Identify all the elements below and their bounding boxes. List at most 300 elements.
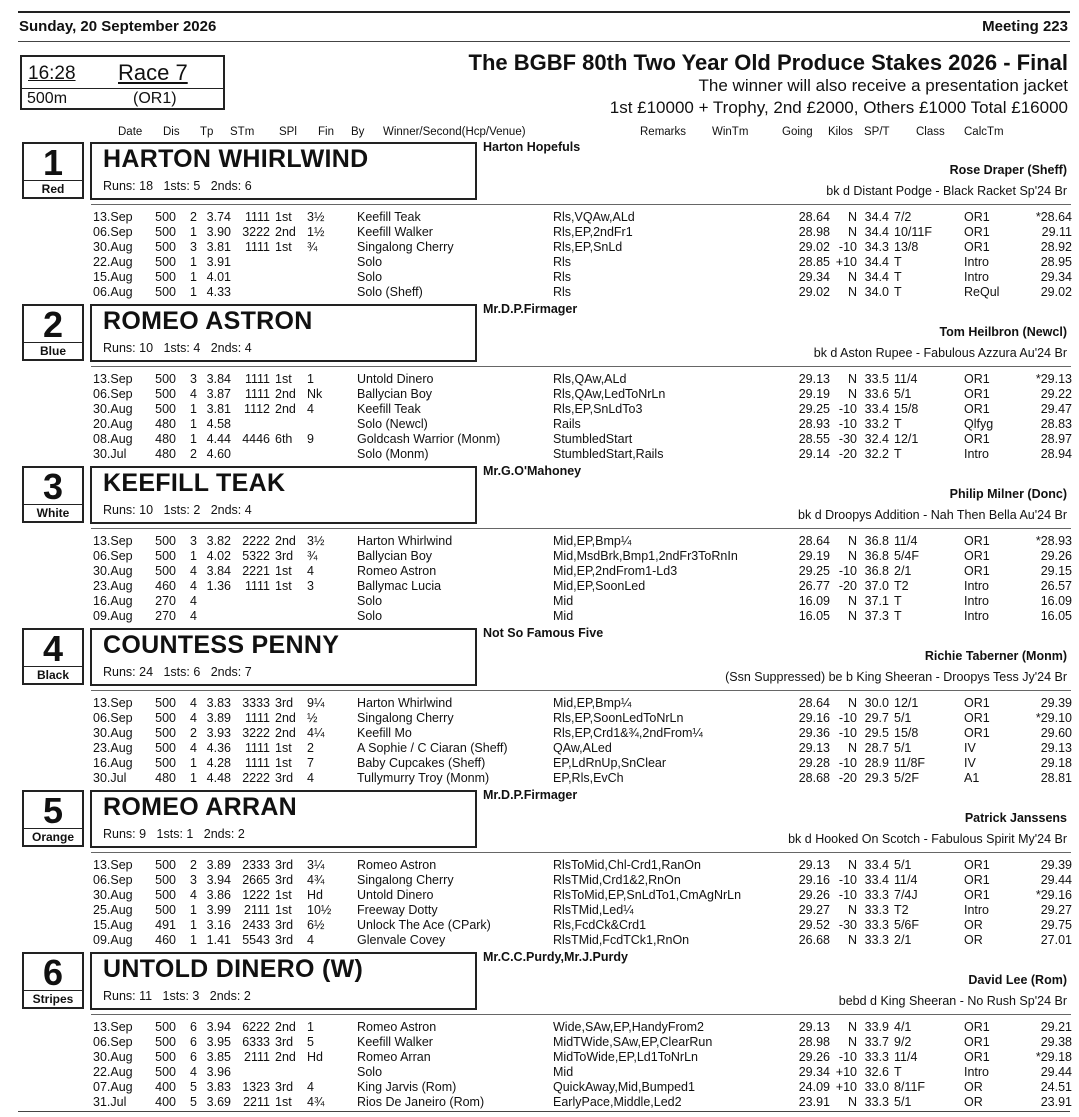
form-cell-by: 4¾ bbox=[307, 873, 325, 887]
form-cell-kilos: 33.2 bbox=[864, 417, 889, 431]
dog-name-box bbox=[90, 952, 477, 1010]
form-cell-wintm: 29.26 bbox=[798, 1050, 830, 1064]
form-cell-by: 1½ bbox=[307, 225, 325, 239]
form-cell-wintm: 16.09 bbox=[798, 594, 830, 608]
form-cell-winner-second-hcp-venue-: Romeo Astron bbox=[357, 1020, 437, 1034]
form-row bbox=[0, 756, 1079, 771]
form-cell-winner-second-hcp-venue-: A Sophie / C Ciaran (Sheff) bbox=[357, 741, 508, 755]
form-cell-date: 06.Sep bbox=[93, 711, 133, 725]
form-cell-class: OR bbox=[964, 933, 983, 947]
form-cell-winner-second-hcp-venue-: Romeo Astron bbox=[357, 564, 437, 578]
form-cell-class: OR1 bbox=[964, 1020, 990, 1034]
form-cell-sp-t: 15/8 bbox=[894, 402, 919, 416]
form-cell-calctm: 29.44 bbox=[1040, 1065, 1072, 1079]
meeting-number: Meeting 223 bbox=[982, 18, 1068, 35]
form-cell-dis: 500 bbox=[155, 1050, 176, 1064]
form-cell-tp: 1 bbox=[190, 285, 197, 299]
form-row bbox=[0, 918, 1079, 933]
form-cell-going: N bbox=[847, 903, 857, 917]
form-cell-sp-t: 5/6F bbox=[894, 918, 920, 932]
form-cell-sp-t: 11/8F bbox=[894, 756, 926, 770]
form-cell-wintm: 29.34 bbox=[798, 270, 830, 284]
form-cell-remarks: RlsTMid,Crd1&2,RnOn bbox=[553, 873, 681, 887]
form-cell-remarks: Rls bbox=[553, 285, 572, 299]
form-row bbox=[0, 741, 1079, 756]
form-cell-fin: 3rd bbox=[275, 696, 294, 710]
seconds-count: 2nds: 4 bbox=[210, 341, 252, 355]
form-cell-sp-t: T bbox=[894, 417, 902, 431]
form-cell-sp-t: 4/1 bbox=[894, 1020, 912, 1034]
form-cell-class: IV bbox=[964, 756, 976, 770]
dog-name-box bbox=[90, 142, 477, 200]
dog-name-box bbox=[90, 304, 477, 362]
column-header-5: Fin bbox=[318, 126, 334, 138]
seconds-count: 2nds: 2 bbox=[203, 827, 245, 841]
form-cell-by: ¾ bbox=[307, 549, 318, 563]
form-cell-kilos: 34.4 bbox=[864, 270, 889, 284]
form-cell-winner-second-hcp-venue-: Romeo Astron bbox=[357, 858, 437, 872]
form-cell-calctm: 29.44 bbox=[1040, 873, 1072, 887]
form-cell-stm: 3.89 bbox=[206, 858, 231, 872]
runs-count: Runs: 24 bbox=[103, 665, 154, 679]
form-cell-remarks: Rls,EP,SnLdTo3 bbox=[553, 402, 643, 416]
form-cell-by: 4¾ bbox=[307, 1095, 325, 1109]
form-rule bbox=[91, 366, 1071, 367]
form-cell-tp: 1 bbox=[190, 270, 197, 284]
form-cell-remarks: Mid bbox=[553, 594, 574, 608]
form-cell-kilos: 32.2 bbox=[864, 447, 889, 461]
form-cell-date: 06.Sep bbox=[93, 225, 133, 239]
form-cell-going: -10 bbox=[838, 417, 857, 431]
form-cell-class: OR1 bbox=[964, 711, 990, 725]
form-cell-class: OR1 bbox=[964, 858, 990, 872]
trap-colour-label: Stripes bbox=[22, 990, 84, 1009]
form-cell-winner-second-hcp-venue-: Rios De Janeiro (Rom) bbox=[357, 1095, 485, 1109]
form-cell-calctm: 28.92 bbox=[1040, 240, 1072, 254]
form-cell-going: N bbox=[847, 594, 857, 608]
column-header-8: Remarks bbox=[640, 126, 687, 138]
form-cell-date: 30.Jul bbox=[93, 447, 127, 461]
form-cell-sp-t: 7/4J bbox=[894, 888, 918, 902]
form-cell-stm: 4.02 bbox=[206, 549, 231, 563]
form-cell-stm: 3.99 bbox=[206, 903, 231, 917]
form-cell-spl: 2211 bbox=[243, 1095, 270, 1109]
form-cell-tp: 1 bbox=[190, 756, 197, 770]
form-cell-calctm: 29.38 bbox=[1040, 1035, 1072, 1049]
form-cell-fin: 2nd bbox=[275, 387, 296, 401]
form-cell-stm: 4.58 bbox=[206, 417, 231, 431]
race-info-box bbox=[20, 55, 225, 110]
form-cell-sp-t: T bbox=[894, 1065, 902, 1079]
runs-count: Runs: 10 bbox=[103, 503, 154, 517]
form-cell-tp: 4 bbox=[190, 1065, 197, 1079]
form-cell-by: ¾ bbox=[307, 240, 318, 254]
form-cell-kilos: 28.9 bbox=[864, 756, 889, 770]
owner-name: Mr.C.C.Purdy,Mr.J.Purdy bbox=[483, 950, 628, 964]
form-cell-going: N bbox=[847, 1035, 857, 1049]
trainer-name: Patrick Janssens bbox=[964, 811, 1067, 825]
form-cell-remarks: Mid bbox=[553, 1065, 574, 1079]
form-cell-going: N bbox=[847, 1020, 857, 1034]
trap-number-box: 1 bbox=[22, 142, 84, 180]
form-cell-spl: 5322 bbox=[242, 549, 270, 563]
form-cell-going: -10 bbox=[838, 726, 857, 740]
form-cell-spl: 2111 bbox=[244, 1050, 270, 1064]
form-cell-class: Intro bbox=[964, 255, 990, 269]
form-cell-date: 30.Jul bbox=[93, 771, 127, 785]
form-cell-date: 06.Sep bbox=[93, 387, 133, 401]
form-cell-calctm: 29.21 bbox=[1040, 1020, 1072, 1034]
form-cell-class: OR1 bbox=[964, 726, 990, 740]
form-cell-dis: 500 bbox=[155, 387, 176, 401]
form-cell-fin: 2nd bbox=[275, 534, 296, 548]
form-cell-fin: 2nd bbox=[275, 711, 296, 725]
seconds-count: 2nds: 7 bbox=[210, 665, 252, 679]
form-cell-fin: 2nd bbox=[275, 225, 296, 239]
form-cell-kilos: 37.0 bbox=[864, 579, 889, 593]
form-cell-tp: 2 bbox=[190, 447, 197, 461]
form-row bbox=[0, 534, 1079, 549]
form-cell-dis: 460 bbox=[155, 579, 176, 593]
form-cell-wintm: 29.13 bbox=[798, 858, 830, 872]
firsts-count: 1sts: 6 bbox=[163, 665, 201, 679]
form-cell-remarks: RlsToMid,Chl-Crd1,RanOn bbox=[553, 858, 701, 872]
form-rule bbox=[91, 528, 1071, 529]
form-cell-winner-second-hcp-venue-: Keefill Teak bbox=[357, 210, 421, 224]
form-cell-stm: 3.82 bbox=[206, 534, 231, 548]
form-cell-tp: 4 bbox=[190, 594, 197, 608]
form-row bbox=[0, 255, 1079, 270]
form-cell-winner-second-hcp-venue-: Solo (Newcl) bbox=[357, 417, 428, 431]
form-cell-fin: 1st bbox=[275, 210, 292, 224]
form-row bbox=[0, 210, 1079, 225]
form-cell-spl: 2665 bbox=[242, 873, 270, 887]
form-cell-remarks: MidTWide,SAw,EP,ClearRun bbox=[553, 1035, 713, 1049]
form-cell-fin: 1st bbox=[275, 888, 292, 902]
form-cell-kilos: 34.4 bbox=[864, 225, 889, 239]
form-cell-dis: 500 bbox=[155, 534, 176, 548]
form-cell-spl: 2433 bbox=[242, 918, 270, 932]
form-cell-winner-second-hcp-venue-: Keefill Mo bbox=[357, 726, 412, 740]
form-cell-tp: 3 bbox=[190, 873, 197, 887]
form-cell-kilos: 33.3 bbox=[864, 933, 889, 947]
form-cell-dis: 270 bbox=[155, 594, 176, 608]
form-cell-sp-t: 5/4F bbox=[894, 549, 920, 563]
form-cell-tp: 1 bbox=[190, 432, 197, 446]
form-cell-calctm: 28.95 bbox=[1040, 255, 1072, 269]
form-cell-dis: 500 bbox=[155, 888, 176, 902]
form-cell-wintm: 29.19 bbox=[798, 387, 830, 401]
form-cell-spl: 1111 bbox=[244, 372, 270, 386]
form-cell-sp-t: 13/8 bbox=[894, 240, 919, 254]
trap-colour-label: Orange bbox=[22, 828, 84, 847]
form-cell-calctm: 28.94 bbox=[1040, 447, 1072, 461]
form-cell-sp-t: 11/4 bbox=[894, 372, 918, 386]
form-cell-going: N bbox=[847, 270, 857, 284]
form-cell-date: 23.Aug bbox=[93, 579, 133, 593]
form-cell-stm: 1.36 bbox=[206, 579, 231, 593]
owner-name: Mr.D.P.Firmager bbox=[483, 788, 578, 802]
form-cell-spl: 1111 bbox=[244, 387, 270, 401]
form-cell-winner-second-hcp-venue-: Harton Whirlwind bbox=[357, 534, 453, 548]
form-cell-dis: 500 bbox=[155, 726, 176, 740]
form-cell-sp-t: 5/1 bbox=[894, 858, 912, 872]
form-cell-remarks: Mid bbox=[553, 609, 574, 623]
form-cell-class: OR bbox=[964, 1095, 983, 1109]
form-cell-wintm: 28.64 bbox=[798, 696, 830, 710]
form-cell-remarks: EarlyPace,Middle,Led2 bbox=[553, 1095, 682, 1109]
form-cell-wintm: 28.55 bbox=[798, 432, 830, 446]
form-cell-stm: 3.16 bbox=[206, 918, 231, 932]
form-cell-kilos: 28.7 bbox=[864, 741, 889, 755]
runs-count: Runs: 10 bbox=[103, 341, 154, 355]
form-cell-sp-t: T2 bbox=[894, 579, 909, 593]
form-row bbox=[0, 873, 1079, 888]
trainer-name: Philip Milner (Donc) bbox=[949, 487, 1067, 501]
form-row bbox=[0, 372, 1079, 387]
form-cell-stm: 3.94 bbox=[206, 1020, 231, 1034]
form-row bbox=[0, 1065, 1079, 1080]
form-cell-kilos: 33.4 bbox=[864, 402, 889, 416]
form-row bbox=[0, 1080, 1079, 1095]
form-cell-going: N bbox=[847, 387, 857, 401]
form-cell-by: 3½ bbox=[307, 534, 325, 548]
form-cell-by: 3 bbox=[307, 579, 314, 593]
form-cell-going: N bbox=[847, 549, 857, 563]
form-cell-date: 06.Sep bbox=[93, 549, 133, 563]
trainer-name: Rose Draper (Sheff) bbox=[949, 163, 1067, 177]
form-cell-stm: 3.95 bbox=[206, 1035, 231, 1049]
form-cell-tp: 2 bbox=[190, 210, 197, 224]
form-row bbox=[0, 447, 1079, 462]
form-cell-dis: 491 bbox=[155, 918, 176, 932]
dog-name: HARTON WHIRLWIND bbox=[103, 145, 369, 173]
form-row bbox=[0, 903, 1079, 918]
column-header-12: SP/T bbox=[864, 126, 890, 138]
form-cell-class: Intro bbox=[964, 270, 990, 284]
form-cell-going: N bbox=[847, 741, 857, 755]
form-cell-by: 3½ bbox=[307, 210, 325, 224]
race-number: Race 7 bbox=[118, 60, 188, 85]
form-cell-remarks: Mid,EP,Bmp¼ bbox=[553, 534, 632, 548]
form-cell-dis: 500 bbox=[155, 903, 176, 917]
form-cell-sp-t: 10/11F bbox=[894, 225, 932, 239]
form-cell-winner-second-hcp-venue-: Keefill Walker bbox=[357, 1035, 433, 1049]
form-cell-wintm: 28.93 bbox=[798, 417, 830, 431]
form-cell-class: OR1 bbox=[964, 534, 990, 548]
race-prizes: 1st £10000 + Trophy, 2nd £2000, Others £1000 Total £16000 bbox=[609, 98, 1068, 117]
form-row bbox=[0, 225, 1079, 240]
dog-name-box bbox=[90, 628, 477, 686]
form-cell-wintm: 28.68 bbox=[798, 771, 830, 785]
form-cell-going: -10 bbox=[838, 873, 857, 887]
column-header-7: Winner/Second(Hcp/Venue) bbox=[383, 126, 526, 138]
form-cell-by: 4 bbox=[307, 771, 314, 785]
form-cell-going: N bbox=[847, 285, 857, 299]
form-cell-calctm: 28.81 bbox=[1040, 771, 1072, 785]
trap-colour-label: Blue bbox=[22, 342, 84, 361]
form-cell-fin: 3rd bbox=[275, 918, 294, 932]
form-cell-sp-t: T bbox=[894, 447, 902, 461]
form-cell-stm: 3.81 bbox=[206, 402, 231, 416]
form-cell-remarks: Mid,EP,SoonLed bbox=[553, 579, 646, 593]
form-cell-wintm: 29.52 bbox=[798, 918, 830, 932]
dog-name: ROMEO ASTRON bbox=[103, 307, 313, 335]
form-cell-spl: 1111 bbox=[244, 741, 270, 755]
form-cell-wintm: 26.68 bbox=[798, 933, 830, 947]
dog-career-stats bbox=[103, 827, 245, 841]
form-cell-calctm: 29.34 bbox=[1040, 270, 1072, 284]
form-cell-wintm: 29.14 bbox=[798, 447, 830, 461]
form-cell-winner-second-hcp-venue-: Singalong Cherry bbox=[357, 873, 454, 887]
form-cell-calctm: 29.47 bbox=[1040, 402, 1072, 416]
form-cell-kilos: 33.7 bbox=[864, 1035, 889, 1049]
form-cell-calctm: 29.75 bbox=[1040, 918, 1072, 932]
form-cell-class: OR1 bbox=[964, 402, 990, 416]
breeding-line: bebd d King Sheeran - No Rush Sp'24 Br bbox=[838, 994, 1067, 1008]
form-cell-sp-t: 9/2 bbox=[894, 1035, 912, 1049]
form-row bbox=[0, 1050, 1079, 1065]
form-cell-sp-t: 8/11F bbox=[894, 1080, 926, 1094]
form-cell-going: -10 bbox=[838, 240, 857, 254]
form-cell-date: 13.Sep bbox=[93, 1020, 133, 1034]
form-cell-spl: 1222 bbox=[242, 888, 270, 902]
form-cell-winner-second-hcp-venue-: Untold Dinero bbox=[357, 372, 434, 386]
form-cell-stm: 3.85 bbox=[206, 1050, 231, 1064]
form-cell-date: 13.Sep bbox=[93, 372, 133, 386]
form-cell-remarks: Rls,QAw,LedToNrLn bbox=[553, 387, 666, 401]
form-cell-sp-t: 11/4 bbox=[894, 534, 918, 548]
form-cell-wintm: 29.34 bbox=[798, 1065, 830, 1079]
form-cell-winner-second-hcp-venue-: King Jarvis (Rom) bbox=[357, 1080, 457, 1094]
form-cell-calctm: 28.97 bbox=[1040, 432, 1072, 446]
form-cell-sp-t: T bbox=[894, 285, 902, 299]
form-cell-sp-t: 5/1 bbox=[894, 1095, 912, 1109]
form-cell-sp-t: T bbox=[894, 255, 902, 269]
form-cell-stm: 3.83 bbox=[206, 1080, 231, 1094]
form-cell-class: OR1 bbox=[964, 432, 990, 446]
form-cell-date: 13.Sep bbox=[93, 696, 133, 710]
form-cell-date: 20.Aug bbox=[93, 417, 133, 431]
form-cell-kilos: 33.3 bbox=[864, 1095, 889, 1109]
form-cell-by: 10½ bbox=[307, 903, 332, 917]
form-row bbox=[0, 549, 1079, 564]
form-cell-stm: 4.33 bbox=[206, 285, 231, 299]
form-cell-going: -20 bbox=[838, 579, 857, 593]
column-header-0: Date bbox=[118, 126, 143, 138]
form-cell-going: +10 bbox=[835, 1065, 857, 1079]
form-cell-tp: 3 bbox=[190, 534, 197, 548]
breeding-line: bk d Aston Rupee - Fabulous Azzura Au'24 Br bbox=[813, 346, 1067, 360]
race-subtitle: The winner will also receive a presentation jacket bbox=[698, 76, 1068, 95]
form-cell-date: 13.Sep bbox=[93, 858, 133, 872]
form-cell-remarks: MidToWide,EP,Ld1ToNrLn bbox=[553, 1050, 698, 1064]
form-cell-sp-t: 5/2F bbox=[894, 771, 920, 785]
dog-career-stats bbox=[103, 989, 251, 1003]
form-rule bbox=[91, 852, 1071, 853]
form-row bbox=[0, 1035, 1079, 1050]
form-cell-class: ReQul bbox=[964, 285, 1000, 299]
form-cell-sp-t: 11/4 bbox=[894, 873, 918, 887]
form-cell-kilos: 33.3 bbox=[864, 1050, 889, 1064]
form-row bbox=[0, 609, 1079, 624]
form-cell-date: 22.Aug bbox=[93, 1065, 133, 1079]
form-cell-fin: 1st bbox=[275, 1095, 292, 1109]
top-rule bbox=[18, 11, 1070, 13]
form-cell-dis: 500 bbox=[155, 1035, 176, 1049]
form-cell-date: 30.Aug bbox=[93, 402, 133, 416]
form-cell-fin: 2nd bbox=[275, 1050, 296, 1064]
form-cell-going: N bbox=[847, 372, 857, 386]
form-cell-remarks: RlsTMid,FcdTCk1,RnOn bbox=[553, 933, 690, 947]
form-cell-tp: 6 bbox=[190, 1020, 197, 1034]
form-cell-spl: 3222 bbox=[242, 225, 270, 239]
form-cell-winner-second-hcp-venue-: Unlock The Ace (CPark) bbox=[357, 918, 491, 932]
race-title: The BGBF 80th Two Year Old Produce Stakes 2026 - Final bbox=[468, 50, 1068, 75]
form-cell-by: 2 bbox=[307, 741, 314, 755]
form-cell-winner-second-hcp-venue-: Tullymurry Troy (Monm) bbox=[357, 771, 490, 785]
runs-count: Runs: 11 bbox=[103, 989, 153, 1003]
form-cell-date: 13.Sep bbox=[93, 210, 133, 224]
form-cell-kilos: 37.1 bbox=[864, 594, 889, 608]
form-cell-date: 16.Aug bbox=[93, 756, 133, 770]
form-cell-class: OR1 bbox=[964, 240, 990, 254]
race-grade: (OR1) bbox=[133, 90, 177, 107]
form-cell-going: -10 bbox=[838, 402, 857, 416]
form-cell-going: -20 bbox=[838, 771, 857, 785]
form-cell-dis: 500 bbox=[155, 372, 176, 386]
form-cell-going: -30 bbox=[838, 918, 857, 932]
dog-name: COUNTESS PENNY bbox=[103, 631, 340, 659]
form-cell-stm: 1.41 bbox=[206, 933, 231, 947]
form-cell-calctm: 29.60 bbox=[1040, 726, 1072, 740]
form-cell-calctm: *28.93 bbox=[1035, 534, 1072, 548]
form-cell-kilos: 36.8 bbox=[864, 564, 889, 578]
form-cell-remarks: Rls,EP,Crd1&¾,2ndFrom¼ bbox=[553, 726, 703, 740]
form-cell-sp-t: 2/1 bbox=[894, 564, 912, 578]
form-cell-kilos: 33.4 bbox=[864, 873, 889, 887]
form-cell-remarks: StumbledStart bbox=[553, 432, 633, 446]
form-cell-kilos: 33.4 bbox=[864, 858, 889, 872]
form-cell-date: 09.Aug bbox=[93, 933, 133, 947]
form-cell-kilos: 29.3 bbox=[864, 771, 889, 785]
owner-name: Mr.D.P.Firmager bbox=[483, 302, 578, 316]
trap-colour-label: White bbox=[22, 504, 84, 523]
form-cell-calctm: *29.13 bbox=[1035, 372, 1072, 386]
form-rule bbox=[91, 690, 1071, 691]
form-cell-sp-t: 7/2 bbox=[894, 210, 912, 224]
form-cell-stm: 3.86 bbox=[206, 888, 231, 902]
form-cell-tp: 1 bbox=[190, 255, 197, 269]
form-row bbox=[0, 933, 1079, 948]
column-header-4: SPl bbox=[279, 126, 297, 138]
form-cell-by: Hd bbox=[307, 888, 323, 902]
column-header-6: By bbox=[351, 126, 365, 138]
form-cell-class: Intro bbox=[964, 903, 990, 917]
form-cell-wintm: 24.09 bbox=[798, 1080, 830, 1094]
form-cell-dis: 500 bbox=[155, 1020, 176, 1034]
form-cell-fin: 2nd bbox=[275, 402, 296, 416]
form-cell-spl: 1112 bbox=[244, 402, 270, 416]
form-cell-by: 9¼ bbox=[307, 696, 325, 710]
column-header-13: Class bbox=[916, 126, 945, 138]
form-cell-stm: 3.91 bbox=[206, 255, 231, 269]
form-cell-kilos: 33.3 bbox=[864, 903, 889, 917]
form-cell-stm: 4.60 bbox=[206, 447, 231, 461]
form-cell-kilos: 29.7 bbox=[864, 711, 889, 725]
form-cell-winner-second-hcp-venue-: Glenvale Covey bbox=[357, 933, 446, 947]
form-cell-remarks: Rls,EP,SoonLedToNrLn bbox=[553, 711, 684, 725]
